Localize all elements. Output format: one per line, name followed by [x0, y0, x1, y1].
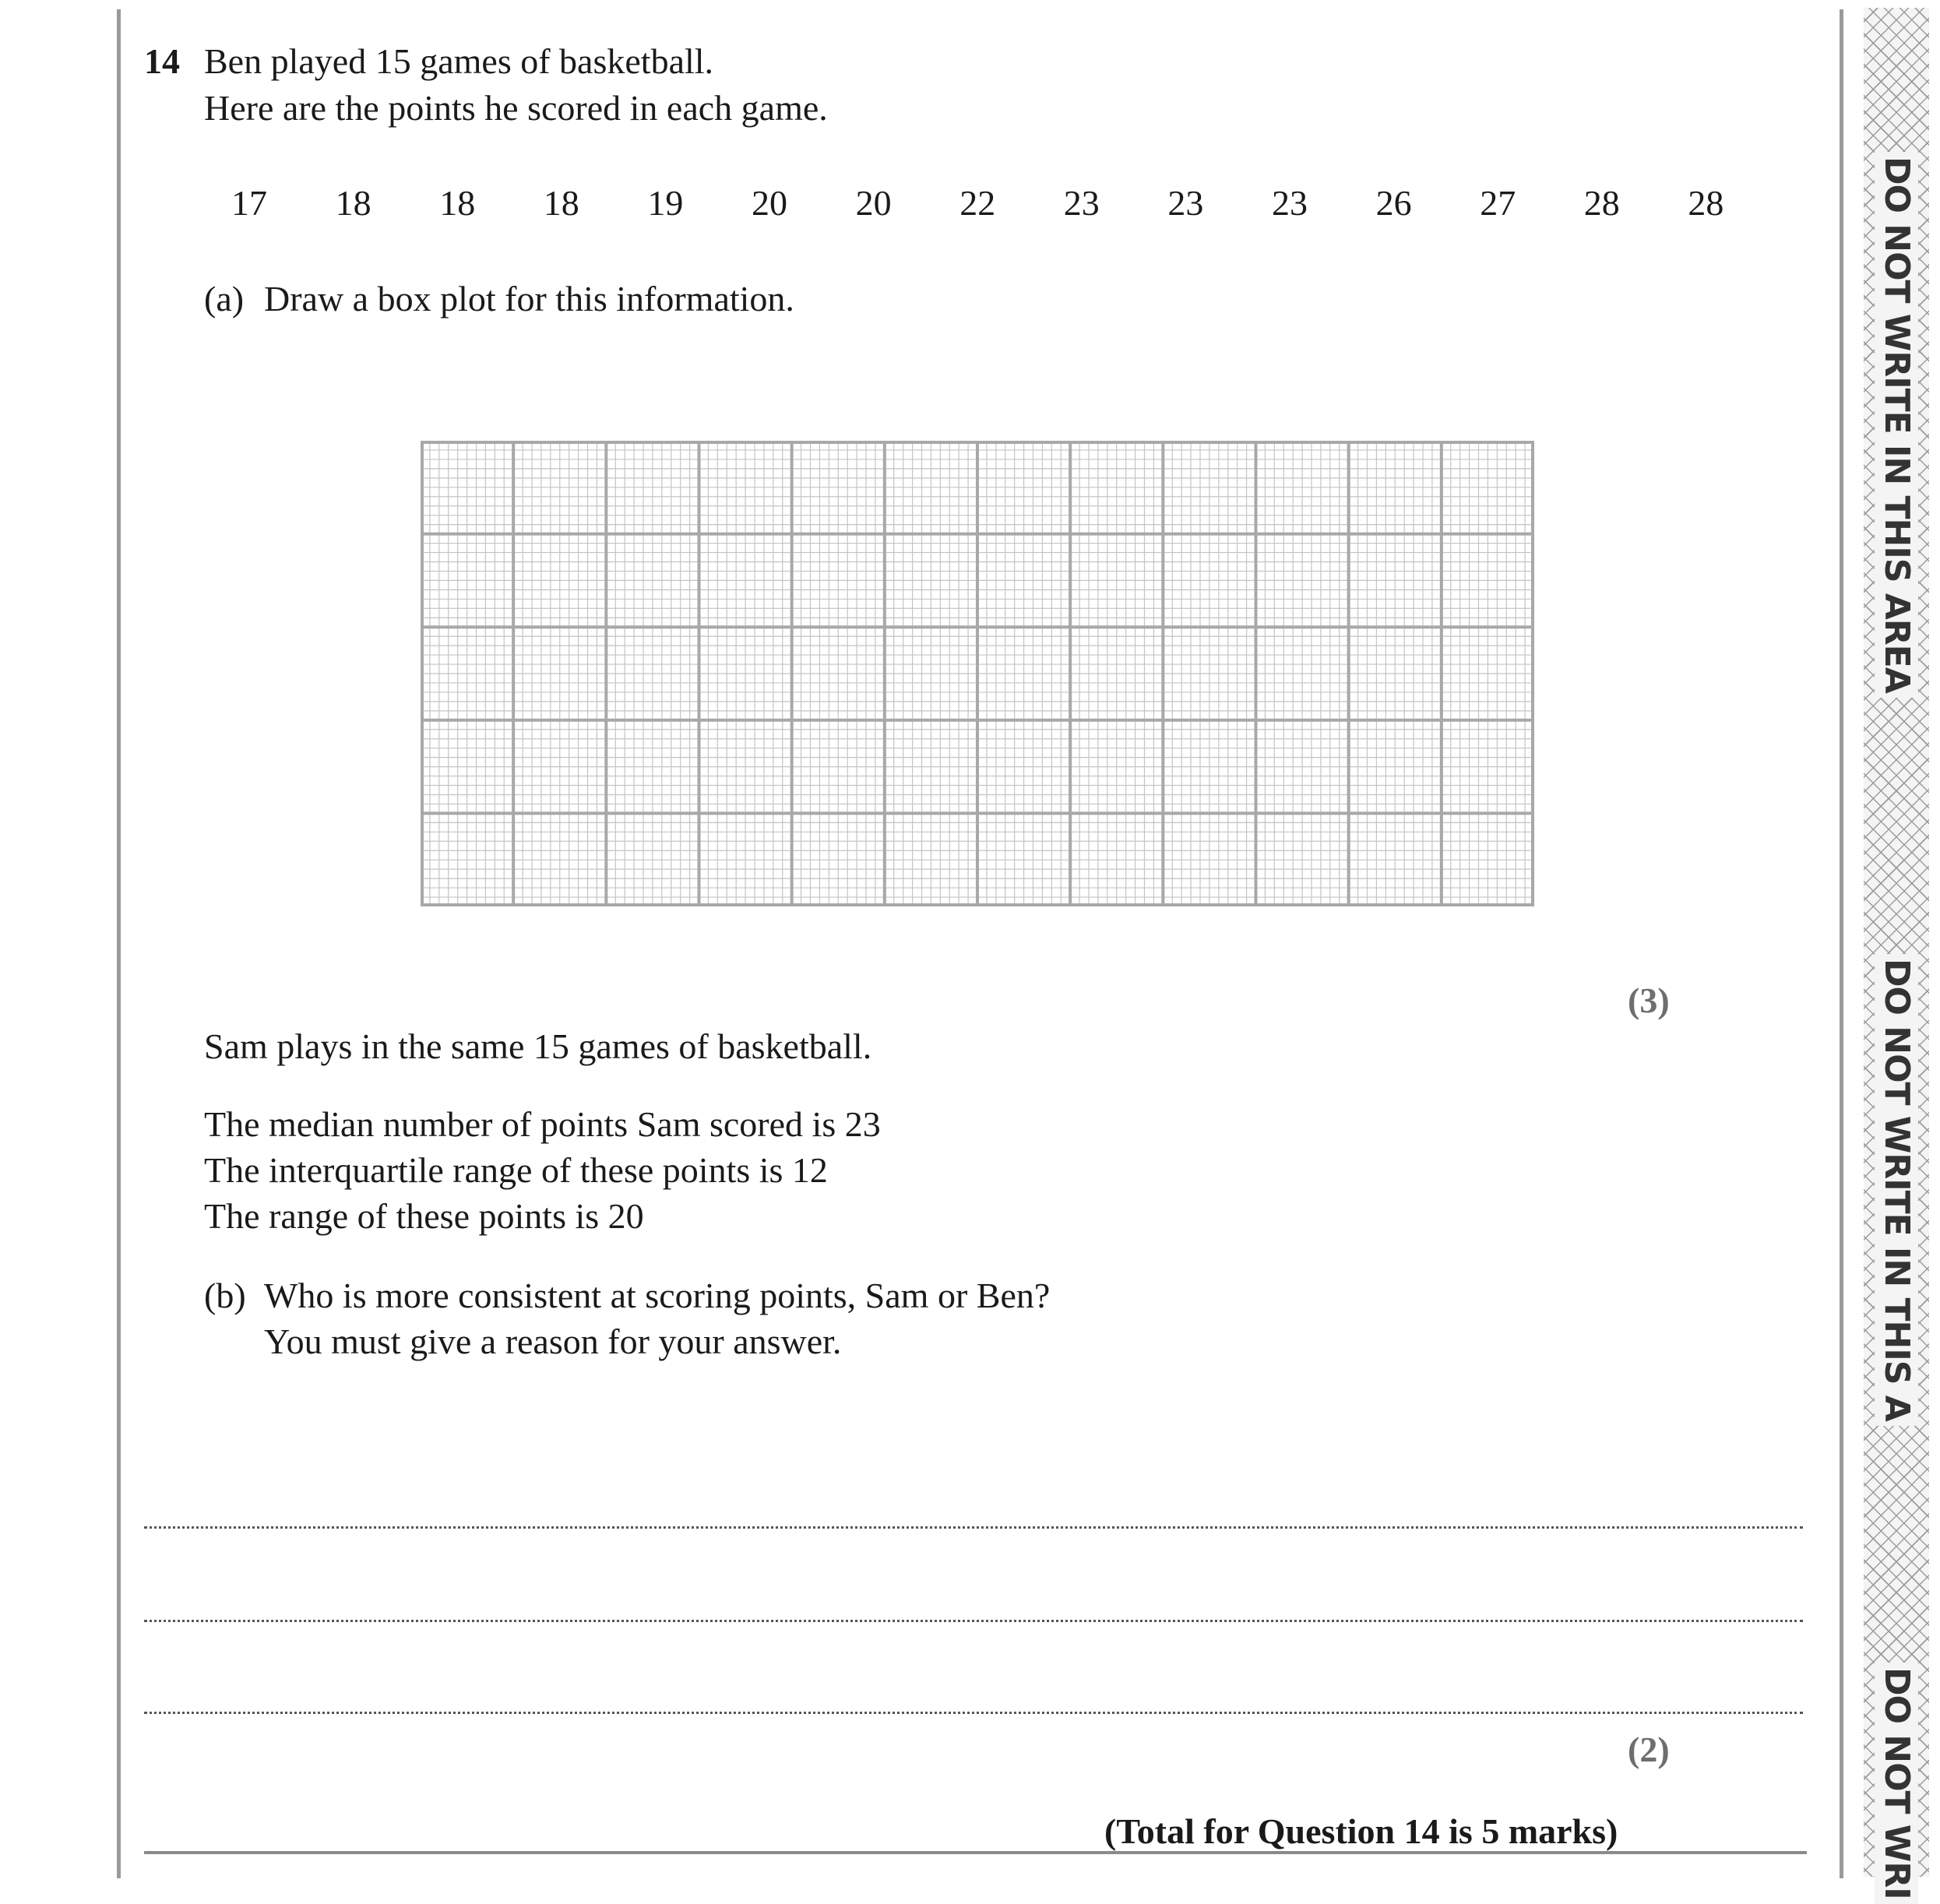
score-value: 18: [439, 183, 476, 223]
score-value: 18: [335, 183, 371, 223]
score-value: 23: [1063, 183, 1100, 223]
graph-paper-grid[interactable]: [421, 441, 1534, 906]
do-not-write-label-1: DO NOT WRITE IN THIS AREA: [1875, 152, 1918, 698]
do-not-write-label-2: DO NOT WRITE IN THIS A: [1875, 954, 1918, 1426]
part-b-text-line-2: You must give a reason for your answer.: [264, 1322, 842, 1361]
do-not-write-strip: [1864, 8, 1929, 1899]
part-a-marks: (3): [1628, 980, 1670, 1020]
part-a-label: (a): [204, 279, 245, 319]
left-margin-rule: [117, 9, 121, 1878]
question-intro-line-1: Ben played 15 games of basketball.: [204, 41, 714, 81]
score-value: 23: [1272, 183, 1308, 223]
part-a-text: Draw a box plot for this information.: [264, 279, 794, 319]
question-number: 14: [144, 41, 180, 81]
score-value: 27: [1480, 183, 1516, 223]
score-value: 23: [1167, 183, 1204, 223]
answer-line-3[interactable]: [144, 1712, 1803, 1714]
right-margin-rule: [1840, 9, 1843, 1878]
part-b-text-line-1: Who is more consistent at scoring points, Sam or Ben?: [264, 1276, 1051, 1315]
score-value: 17: [231, 183, 267, 223]
score-value: 28: [1688, 183, 1724, 223]
part-b-marks: (2): [1628, 1730, 1670, 1769]
question-intro-line-2: Here are the points he scored in each game.: [204, 88, 828, 128]
score-value: 22: [959, 183, 996, 223]
score-value: 28: [1583, 183, 1620, 223]
answer-line-2[interactable]: [144, 1620, 1803, 1622]
score-value: 20: [855, 183, 892, 223]
part-b-label: (b): [204, 1276, 246, 1315]
score-value: 18: [543, 183, 579, 223]
answer-line-1[interactable]: [144, 1526, 1803, 1529]
sam-range: The range of these points is 20: [204, 1196, 644, 1236]
score-value: 20: [752, 183, 787, 223]
sam-median: The median number of points Sam scored is 23: [204, 1104, 881, 1144]
score-value: 19: [647, 183, 684, 223]
do-not-write-label-3: DO NOT WRI: [1875, 1663, 1918, 1904]
bottom-rule: [144, 1851, 1807, 1854]
score-list: [231, 181, 1724, 227]
sam-iqr: The interquartile range of these points is 12: [204, 1150, 828, 1190]
score-value: 26: [1375, 183, 1412, 223]
sam-intro: Sam plays in the same 15 games of basketball.: [204, 1026, 872, 1066]
question-total: (Total for Question 14 is 5 marks): [1104, 1811, 1618, 1851]
